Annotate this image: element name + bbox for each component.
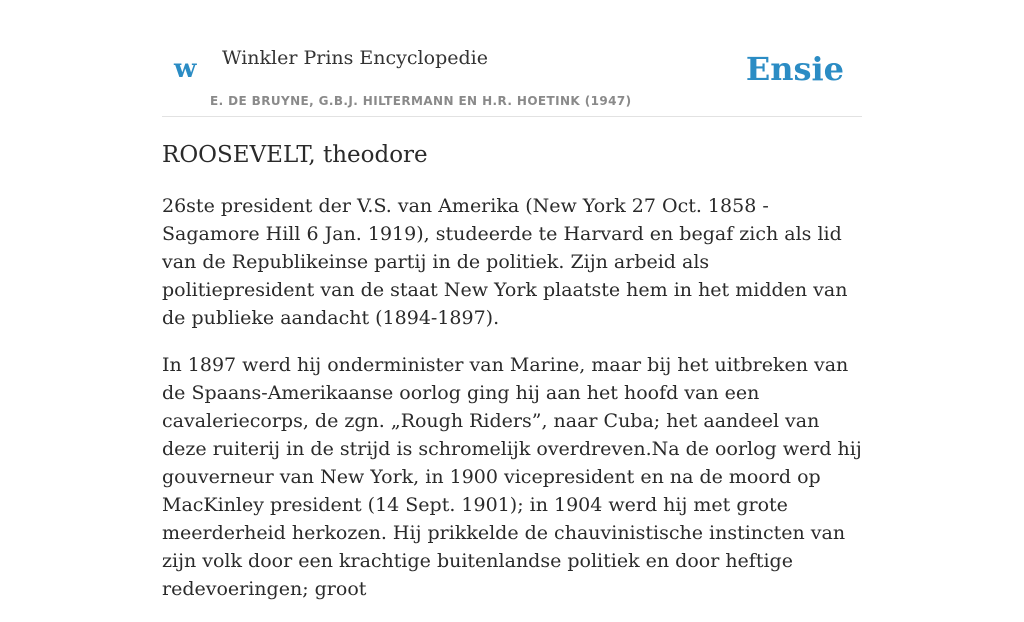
entry-paragraph: In 1897 werd hij onderminister van Marine, maar bij het uitbreken van de Spaans-Amerikaanse oorlog ging hij aan het hoofd van een cavaleriecorps, de zgn. „Rough Riders”, naar Cuba; het aandeel van deze ruiterij in de strijd is schromelijk overdreven.Na de oorlog werd hij gouverneur van New York, in 1900 vicepresident en na de moord op MacKinley president (14 Sept. 1901); in 1904 werd hij met grote meerderheid herkozen. Hij prikkelde de chauvinistische instincten van zijn volk door een krachtige buitenlandse politiek en door heftige redevoeringen; groot <box>162 354 862 600</box>
entry-title: ROOSEVELT, theodore <box>162 142 428 168</box>
source-header <box>162 0 862 117</box>
page <box>162 0 862 600</box>
entry-body <box>162 192 862 622</box>
ensie-brand-logo[interactable]: Ensie <box>745 50 844 88</box>
winkler-prins-logo-icon[interactable]: w <box>174 54 197 84</box>
entry-paragraph: 26ste president der V.S. van Amerika (New York 27 Oct. 1858 - Sagamore Hill 6 Jan. 1919), studeerde te Harvard en begaf zich als lid van de Republikeinse partij in de politiek. Zijn arbeid als politiepresident van de staat New York plaatste hem in het midden van de publieke aandacht (1894-1897). <box>162 195 848 329</box>
source-title[interactable]: Winkler Prins Encyclopedie <box>222 47 488 69</box>
source-authors: E. DE BRUYNE, G.B.J. HILTERMANN EN H.R. HOETINK (1947) <box>210 94 632 108</box>
